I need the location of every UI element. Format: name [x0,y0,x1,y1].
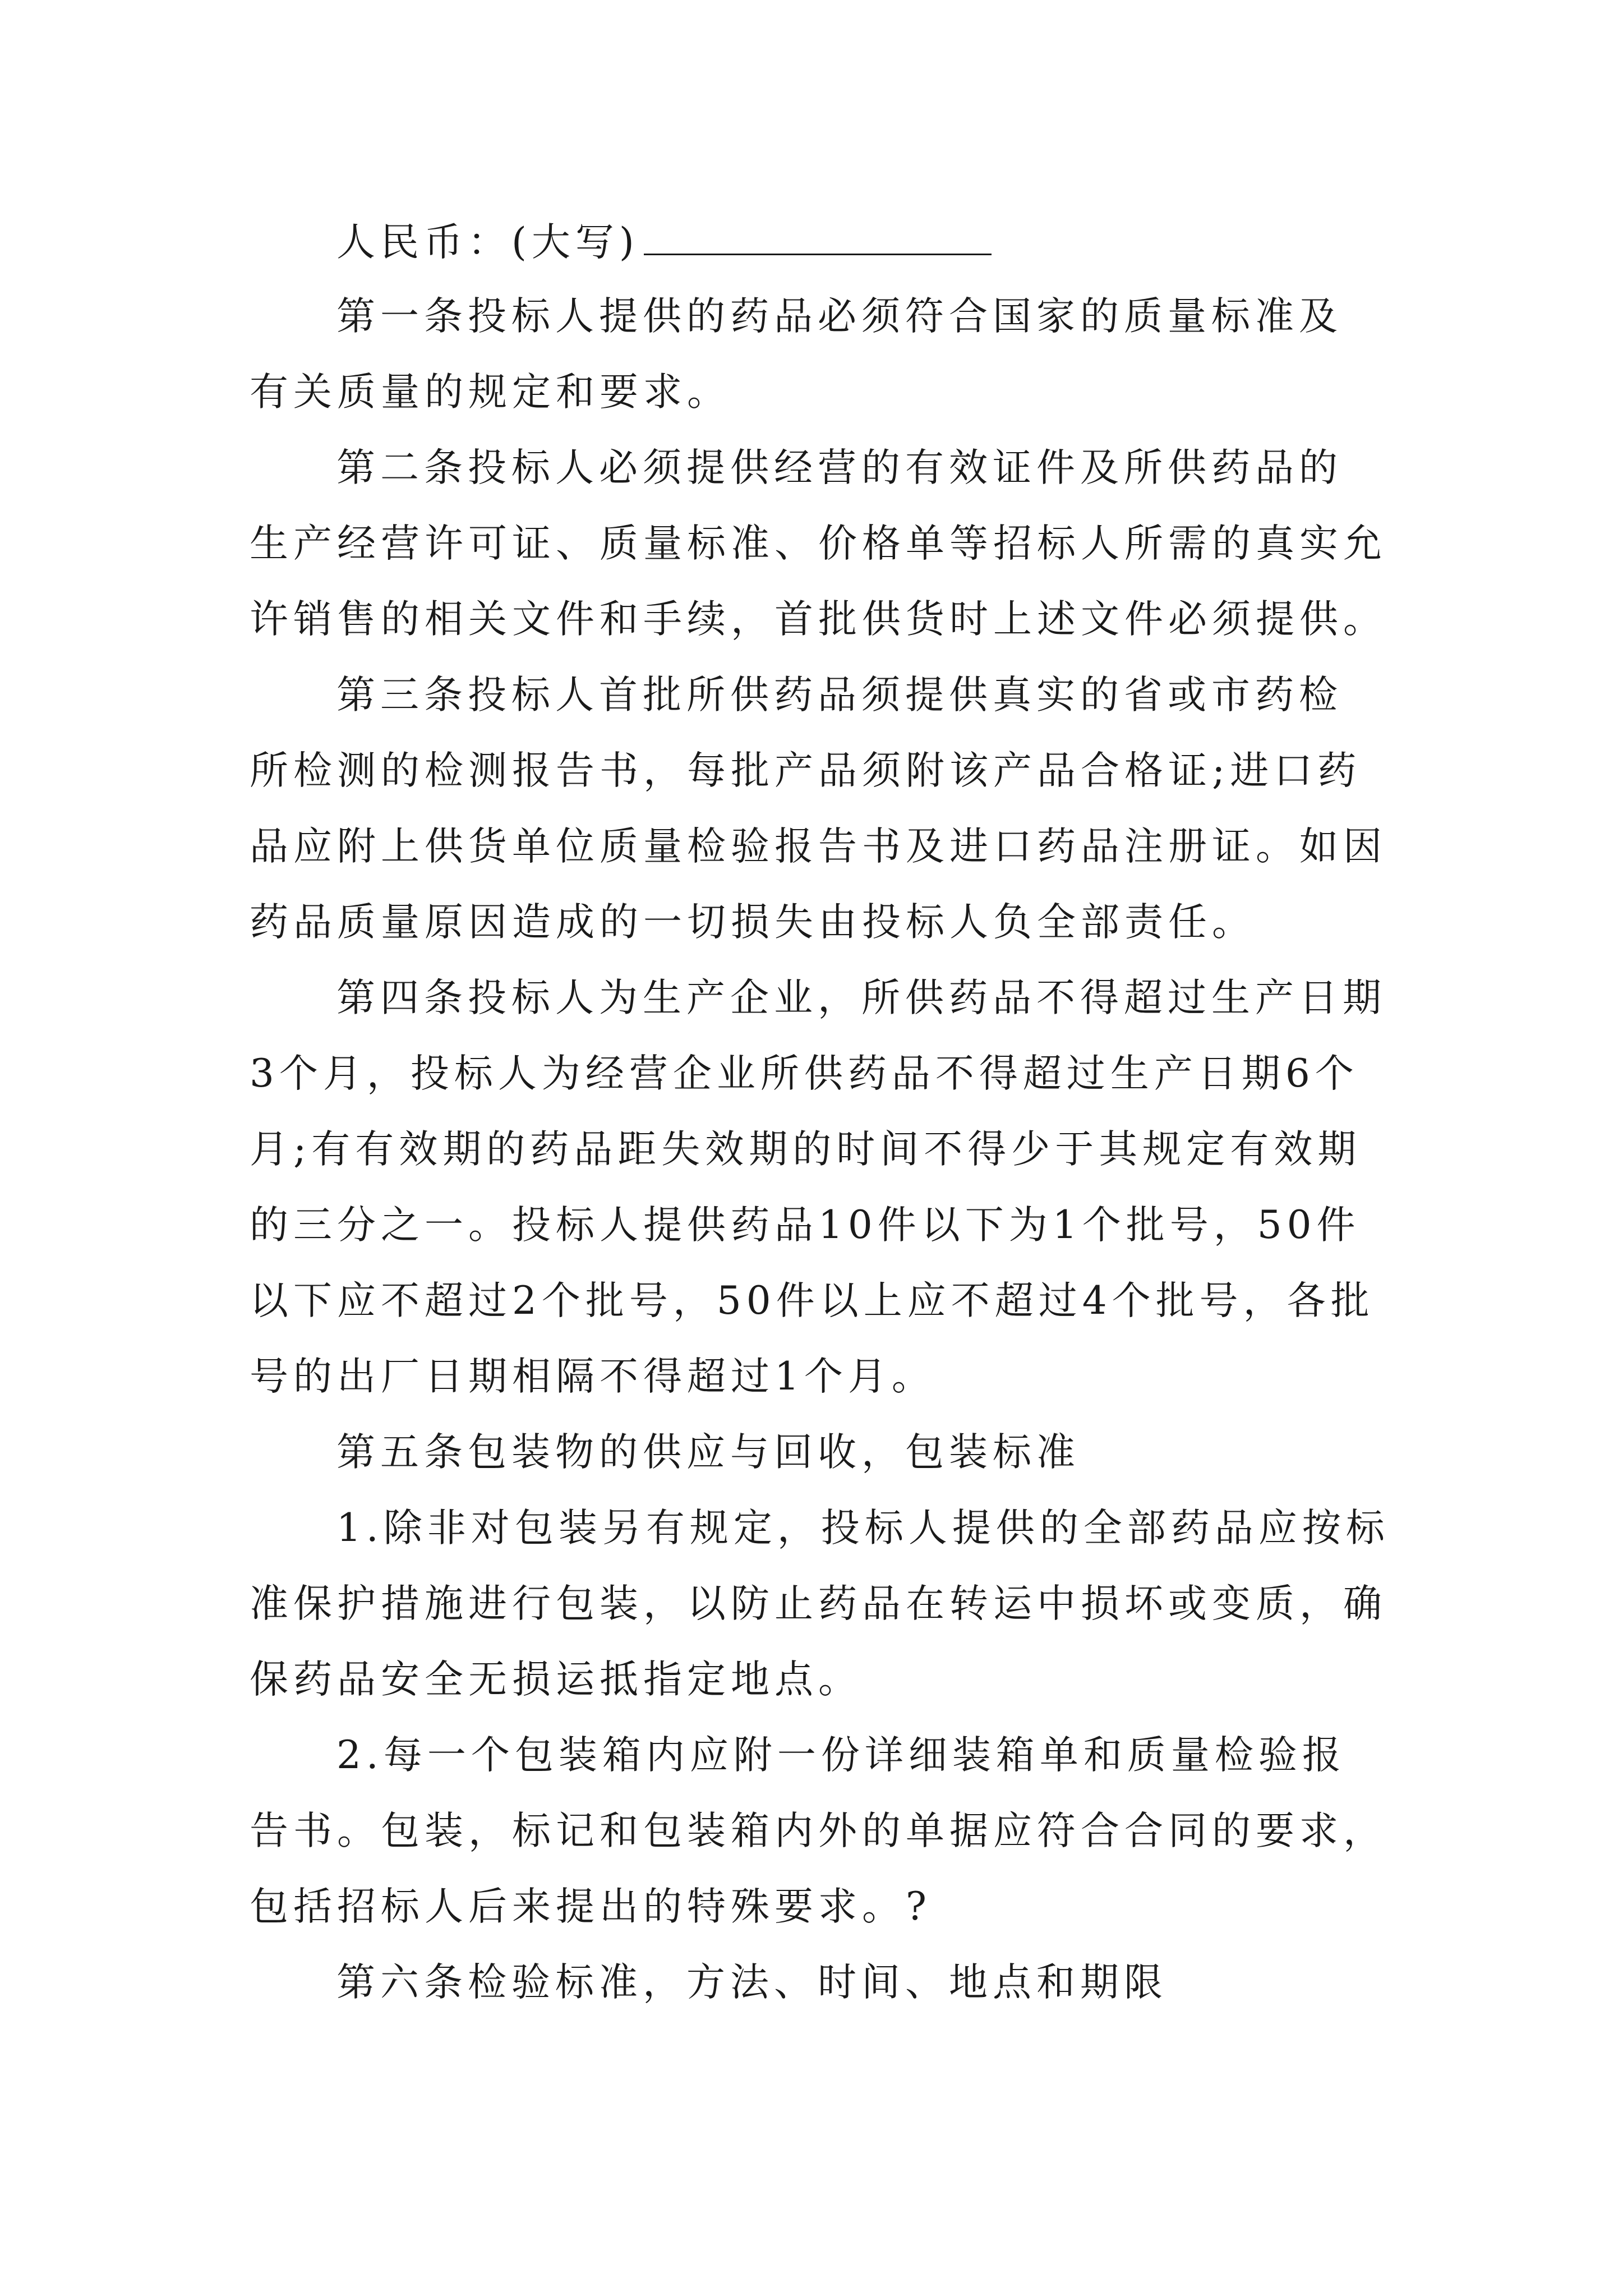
article-2-line-3: 许销售的相关文件和手续，首批供货时上述文件必须提供。 [250,597,1387,642]
article-5-item-2-line-3: 包括招标人后来提出的特殊要求。? [250,1884,932,1929]
article-2-line-1: 第二条投标人必须提供经营的有效证件及所供药品的 [336,445,1343,490]
article-4-line-3: 月;有有效期的药品距失效期的时间不得少于其规定有效期 [250,1127,1362,1172]
article-3-line-2: 所检测的检测报告书，每批产品须附该产品合格证;进口药 [250,748,1362,793]
article-5-item-2-line-2: 告书。包装，标记和包装箱内外的单据应符合合同的要求， [250,1809,1387,1853]
article-1-line-1: 第一条投标人提供的药品必须符合国家的质量标准及 [336,294,1343,339]
article-4-line-1: 第四条投标人为生产企业，所供药品不得超过生产日期 [336,976,1386,1020]
article-4-line-6: 号的出厂日期相隔不得超过1个月。 [250,1354,935,1399]
article-3-line-3: 品应附上供货单位质量检验报告书及进口药品注册证。如因 [250,824,1387,869]
article-3-line-1: 第三条投标人首批所供药品须提供真实的省或市药检 [336,673,1343,717]
article-4-line-5: 以下应不超过2个批号，50件以上应不超过4个批号，各批 [250,1278,1375,1323]
article-5-item-1-line-3: 保药品安全无损运抵指定地点。 [250,1657,862,1702]
article-2-line-2: 生产经营许可证、质量标准、价格单等招标人所需的真实允 [250,521,1387,566]
article-4-line-2: 3个月，投标人为经营企业所供药品不得超过生产日期6个 [250,1051,1359,1096]
amount-blank-field [644,219,992,255]
article-5-item-1-line-1: 1.除非对包装另有规定，投标人提供的全部药品应按标 [336,1506,1390,1550]
article-1-line-2: 有关质量的规定和要求。 [250,370,731,415]
article-5-heading: 第五条包装物的供应与回收，包装标准 [336,1430,1080,1475]
article-6-heading: 第六条检验标准，方法、时间、地点和期限 [336,1960,1168,2005]
amount-line [336,219,992,265]
article-5-item-1-line-2: 准保护措施进行包装，以防止药品在转运中损坏或变质，确 [250,1581,1387,1626]
article-3-line-4: 药品质量原因造成的一切损失由投标人负全部责任。 [250,900,1256,945]
amount-label: 人民币：(大写) [336,220,639,265]
article-4-line-4: 的三分之一。投标人提供药品10件以下为1个批号，50件 [250,1203,1361,1248]
article-5-item-2-line-1: 2.每一个包装箱内应附一份详细装箱单和质量检验报 [336,1733,1346,1778]
